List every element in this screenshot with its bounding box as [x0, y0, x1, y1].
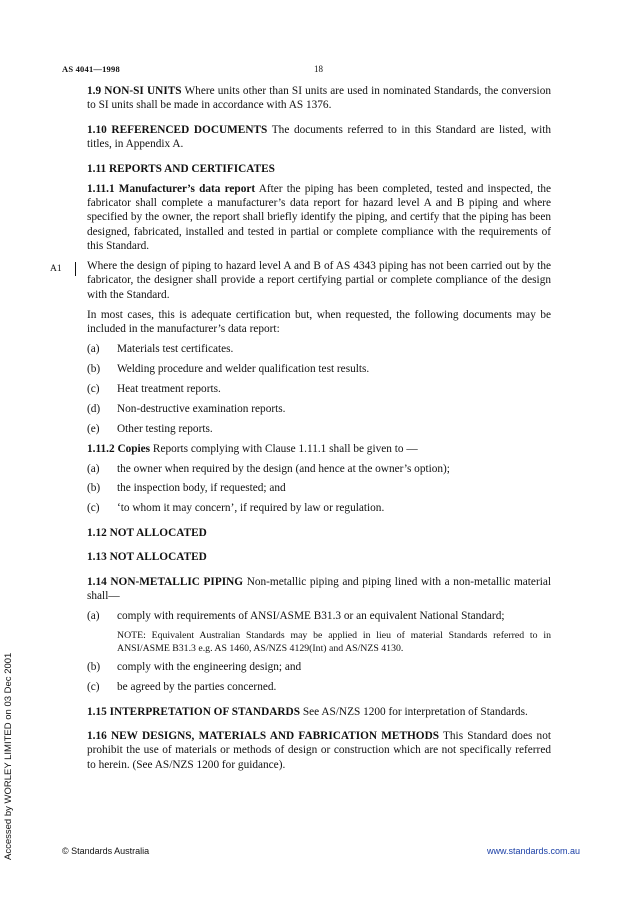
- list-item-text: the owner when required by the design (and hence at the owner’s option);: [117, 462, 450, 475]
- list-item-label: (d): [87, 402, 101, 415]
- document-body: [87, 84, 551, 772]
- list-item: [87, 481, 551, 495]
- list-item-text: Heat treatment reports.: [117, 382, 221, 395]
- list-item-text: the inspection body, if requested; and: [117, 482, 286, 495]
- list-item-label: (e): [87, 422, 100, 435]
- list-item-label: (c): [87, 502, 100, 515]
- list-item: [87, 402, 551, 416]
- clause-1-14-title: 1.14 NON-METALLIC PIPING: [87, 575, 244, 588]
- clause-1-15-text: See AS/NZS 1200 for interpretation of Standards.: [300, 705, 528, 718]
- side-access-stamp: [2, 650, 16, 860]
- list-item-text: Non-destructive examination reports.: [117, 402, 286, 415]
- list-item-label: (b): [87, 363, 101, 375]
- clause-1-11-1-text: After the piping has been completed, tested and inspected, the fabricator shall complete a manufacturer’s data report for hazard level A and B piping and where specified by the owner, the report shall briefly identify the piping, and certify that the piping has been designed, fabricated, installed and tested in partial or complete compliance with the requirements of this Standard.: [87, 182, 551, 253]
- list-item: [87, 362, 551, 376]
- list-item-text: be agreed by the parties concerned.: [117, 681, 277, 694]
- list-item-text: Welding procedure and welder qualification test results.: [117, 363, 370, 375]
- list-item-text: Materials test certificates.: [117, 343, 234, 356]
- clause-1-15-title: 1.15 INTERPRETATION OF STANDARDS: [87, 705, 300, 718]
- clause-1-11-1-para3: In most cases, this is adequate certification but, when requested, the following documents may be included in the manufacturer’s data report:: [87, 308, 551, 336]
- list-item-label: (c): [87, 382, 100, 395]
- list-item: [87, 609, 551, 623]
- clause-1-11-1-title: 1.11.1 Manufacturer’s data report: [87, 182, 256, 195]
- clause-1-16-title: 1.16 NEW DESIGNS, MATERIALS AND FABRICATION METHODS: [87, 730, 440, 742]
- clause-1-9: [87, 84, 551, 113]
- list-item-label: (a): [87, 343, 100, 356]
- list-item: [87, 422, 551, 436]
- clause-1-12-heading: 1.12 NOT ALLOCATED: [87, 526, 207, 539]
- clause-1-11-2: [87, 442, 551, 456]
- list-item-text: Other testing reports.: [117, 422, 213, 435]
- footer-website-link[interactable]: www.standards.com.au: [486, 846, 580, 856]
- clause-1-11-2-text: Reports complying with Clause 1.11.1 shall be given to —: [150, 442, 418, 455]
- list-item: [87, 382, 551, 396]
- list-item: [87, 462, 551, 476]
- list-item-text: comply with the engineering design; and: [117, 661, 302, 674]
- list-item-label: (c): [87, 681, 100, 694]
- clause-1-13-heading: 1.13 NOT ALLOCATED: [87, 551, 207, 564]
- clause-1-11-1-para2: Where the design of piping to hazard level A and B of AS 4343 piping has not been carried out by the fabricator, the designer shall provide a report certifying partial or complete compliance of the design with the Standard.: [87, 260, 551, 301]
- clause-1-9-title: 1.9 NON-SI UNITS: [87, 85, 182, 97]
- list-item-label: (b): [87, 482, 101, 495]
- list-item-text: ‘to whom it may concern’, if required by law or regulation.: [117, 502, 385, 515]
- clause-1-16-text: This Standard does not prohibit the use of materials or methods of design or construction which are not specifically referred to herein. (See AS/NZS 1200 for guidance).: [87, 730, 551, 771]
- clause-1-11-2-title: 1.11.2 Copies: [87, 442, 151, 455]
- note: NOTE: Equivalent Australian Standards may be applied in lieu of material Standards referred to in ANSI/ASME B31.3 e.g. AS 1460, AS/NZS 4129(Int) and AS/NZS 4130.: [117, 629, 551, 654]
- clause-1-15: [87, 705, 551, 719]
- side-access-text: Accessed by WORLEY LIMITED on 03 Dec 2001: [3, 652, 14, 860]
- clause-1-10-title: 1.10 REFERENCED DOCUMENTS: [87, 123, 268, 136]
- list-item: [87, 680, 551, 694]
- list-item: [87, 501, 551, 515]
- amendment-mark: A1: [50, 264, 62, 274]
- clause-1-16: [87, 729, 551, 772]
- clause-1-14-text: Non-metallic piping and piping lined with a non-metallic material shall—: [87, 575, 552, 602]
- footer-copyright: © Standards Australia: [62, 846, 150, 856]
- list-item: [87, 660, 551, 674]
- clause-1-10-text: The documents referred to in this Standard are listed, with titles, in Appendix A.: [87, 123, 552, 151]
- list-item-label: (a): [87, 609, 100, 622]
- clause-1-10: [87, 123, 551, 152]
- list-item-label: (a): [87, 462, 100, 475]
- list-item-text: comply with requirements of ANSI/ASME B31.3 or an equivalent National Standard;: [117, 609, 505, 622]
- clause-1-14: [87, 575, 551, 604]
- clause-1-11-1: [87, 182, 551, 254]
- list-item: [87, 342, 551, 356]
- clause-1-9-text: Where units other than SI units are used in nominated Standards, the conversion to SI units shall be made in accordance with AS 1376.: [87, 85, 551, 112]
- clause-1-11-heading: 1.11 REPORTS AND CERTIFICATES: [87, 162, 275, 175]
- list-item-label: (b): [87, 661, 101, 674]
- standard-code: AS 4041—1998: [62, 64, 120, 74]
- amendment-bar: [75, 262, 76, 276]
- page-number: 18: [314, 64, 323, 74]
